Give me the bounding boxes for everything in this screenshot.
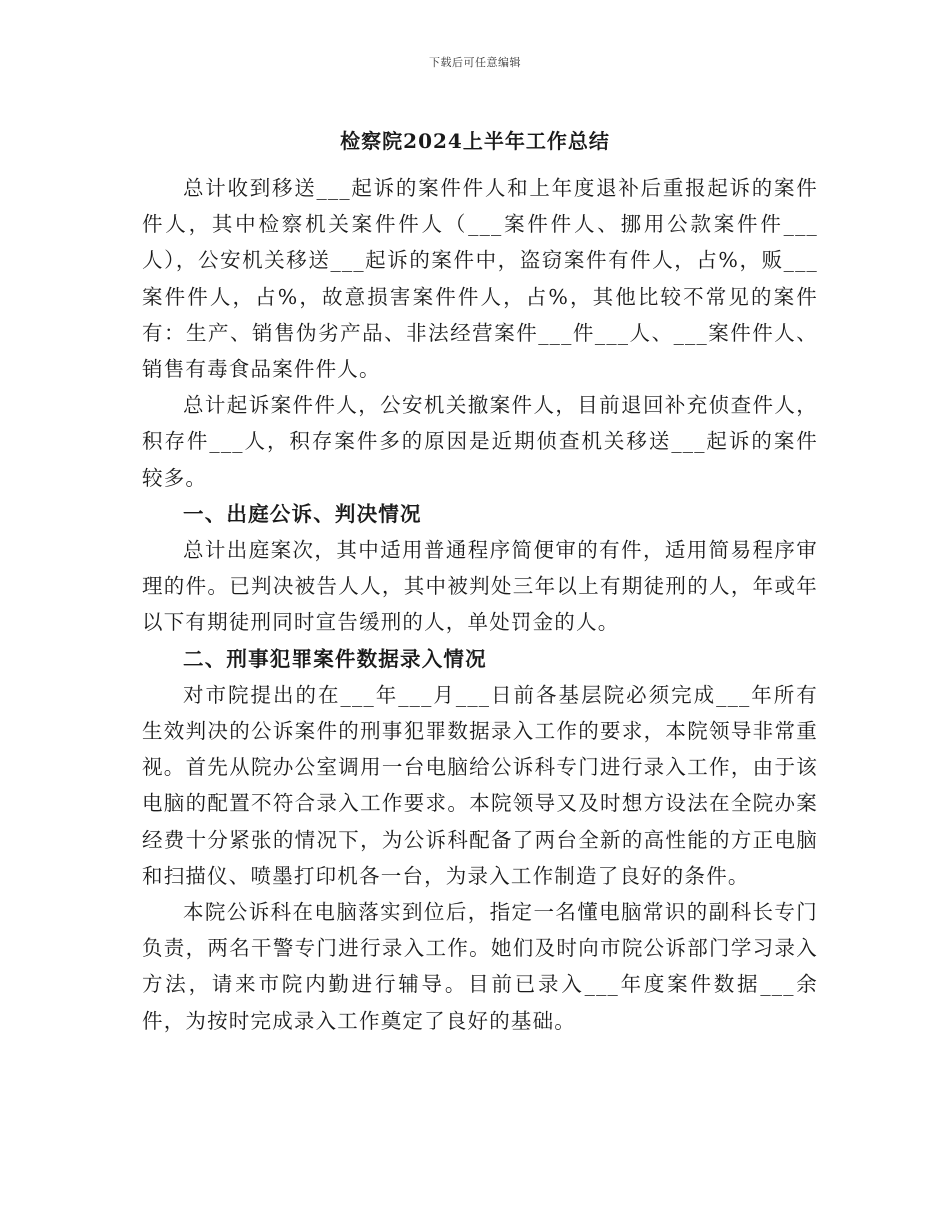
document-body [142, 170, 818, 1039]
paragraph-data-entry-progress: 本院公诉科在电脑落实到位后，指定一名懂电脑常识的副科长专门负责，两名干警专门进行录入工作。她们及时向市院公诉部门学习录入方法，请来市院内勤进行辅导。目前已录入___年度案件数据___余件，为按时完成录入工作奠定了良好的基础。 [142, 900, 818, 1033]
header-note: 下载后可任意编辑 [429, 56, 521, 69]
paragraph-court-judgment: 总计出庭案次，其中适用普通程序简便审的有件，适用简易程序审理的件。已判决被告人人，其中被判处三年以上有期徒刑的人，年或年以下有期徒刑同时宣告缓刑的人，单处罚金的人。 [142, 538, 818, 635]
paragraph-case-intake: 总计收到移送___起诉的案件件人和上年度退补后重报起诉的案件件人，其中检察机关案件件人（___案件件人、挪用公款案件件___人），公安机关移送___起诉的案件中，盗窃案件有件人，占%，贩___案件件人，占%，故意损害案件件人，占%，其他比较不常见的案件有：生产、销售伪劣产品、非法经营案件___件___人、___案件件人、销售有毒食品案件件人。 [142, 176, 818, 382]
paragraph-data-entry-requirement: 对市院提出的在___年___月___日前各基层院必须完成___年所有生效判决的公诉案件的刑事犯罪数据录入工作的要求，本院领导非常重视。首先从院办公室调用一台电脑给公诉科专门进行录入工作，由于该电脑的配置不符合录入工作要求。本院领导又及时想方设法在全院办案经费十分紧张的情况下，为公诉科配备了两台全新的高性能的方正电脑和扫描仪、喷墨打印机各一台，为录入工作制造了良好的条件。 [142, 682, 818, 888]
document-title: 检察院2024上半年工作总结 [340, 129, 610, 153]
paragraph-prosecution-totals: 总计起诉案件件人，公安机关撤案件人，目前退回补充侦查件人，积存件___人，积存案件多的原因是近期侦查机关移送___起诉的案件较多。 [142, 393, 818, 490]
section-heading-data-entry: 二、刑事犯罪案件数据录入情况 [183, 646, 487, 671]
section-heading-court: 一、出庭公诉、判决情况 [183, 501, 422, 526]
